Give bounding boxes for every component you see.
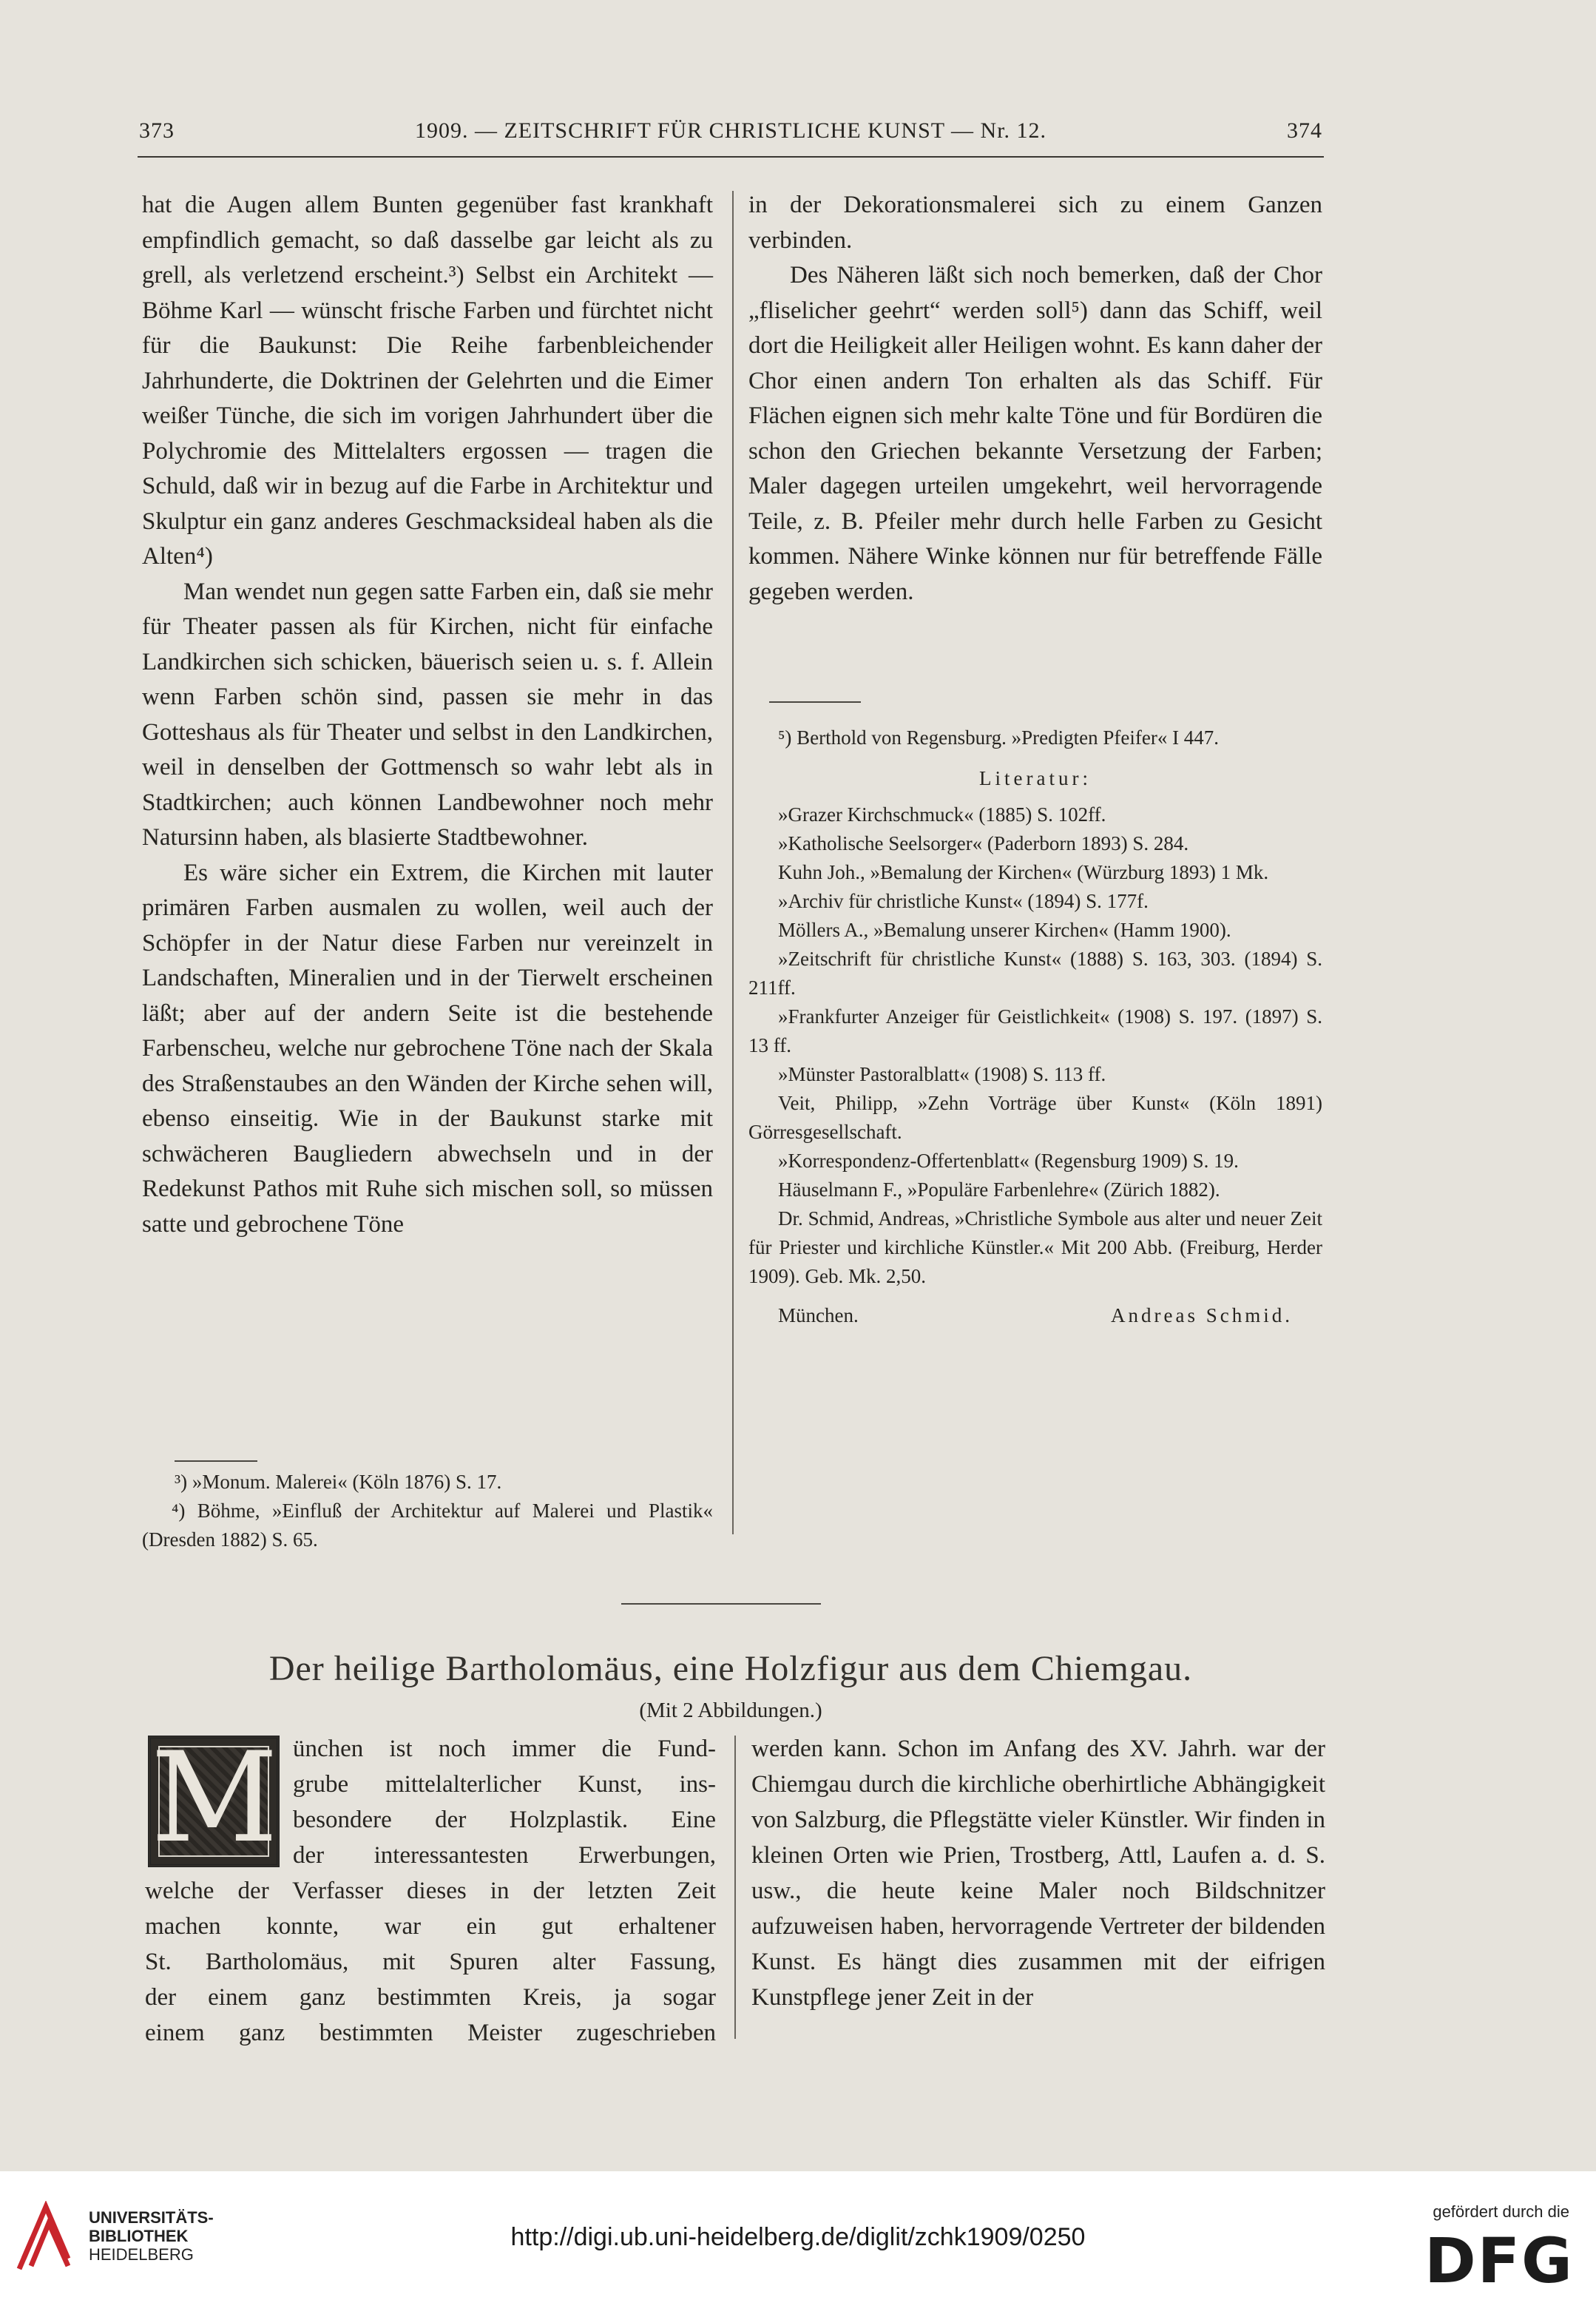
literature-heading: Literatur: [979, 767, 1092, 789]
text-line: welche der Verfasser dieses in der letzten Zeit [145, 1878, 716, 1904]
text-line: besondere der Holzplastik. Eine [293, 1807, 716, 1833]
paragraph: werden kann. Schon im Anfang des XV. Jahrh. war der Chiemgau durch die kirchliche oberhirtliche Abhängigkeit von Salzburg, die Pflegstätte vieler Künstler. Wir finden in kleinen Orten wie Prien, Trostberg, Attl, Laufen a. d. S. usw., die heute keine Maler noch Bildschnitzer aufzuweisen haben, hervorragende Vertreter der bildenden Kunst. Es hängt dies zusammen mit der eifrigen Kunstpflege jener Zeit in der [751, 1736, 1325, 2011]
text-line: St. Bartholomäus, mit Spuren alter Fassung, [145, 1949, 716, 1975]
column-left-top [142, 188, 713, 1242]
initial-letter: M [151, 1725, 279, 1870]
literature-entry: Dr. Schmid, Andreas, »Christliche Symbole aus alter und neuer Zeit für Priester und kirchliche Künstler.« Mit 200 Abb. (Freiburg, Herder 1909). Geb. Mk. 2,50. [748, 1207, 1322, 1287]
decorated-initial [148, 1725, 280, 1870]
column-divider [732, 191, 734, 1534]
text-line: grube mittelalterlicher Kunst, ins- [293, 1771, 716, 1798]
literature-entry: »Korrespondenz-Offertenblatt« (Regensburg 1909) S. 19. [778, 1150, 1239, 1172]
footnote: ⁵) Berthold von Regensburg. »Predigten Pfeifer« I 447. [778, 726, 1220, 749]
library-name-line: BIBLIOTHEK [89, 2227, 189, 2245]
paragraph: in der Dekorationsmalerei sich zu einem Ganzen verbinden. [748, 192, 1322, 254]
paragraph: hat die Augen allem Bunten gegenüber fast krankhaft empfindlich gemacht, so daß dasselbe gar leicht als zu grell, als verletzend erscheint.³) Selbst ein Architekt — Böhme Karl — wünscht frische Farben und fürchtet nicht für die Baukunst: Die Reihe farbenbleichender Jahrhunderte, die Doktrinen der Gelehrten und die Eimer weißer Tünche, die sich im vorigen Jahrhundert über die Polychromie des Mittelalters ergossen — tragen die Schuld, daß wir in bezug auf die Farbe in Architektur und Skulptur ein ganz anderes Geschmacksideal haben als die Alten⁴) [142, 192, 713, 570]
funding-note: gefördert durch die [1433, 2202, 1569, 2221]
library-name-line: HEIDELBERG [89, 2245, 194, 2264]
paragraph: Man wendet nun gegen satte Farben ein, daß sie mehr für Theater passen als für Kirchen, nicht für einfache Landkirchen sich schicken, bäuerisch seien u. s. f. Allein wenn Farben schön sind, passen sie mehr in das Gotteshaus als für Theater und selbst in den Landkirchen, weil in denselben der Gottmensch so wahr lebt als in Stadtkirchen; auch können Landbewohner noch mehr Natursinn haben, als blasierte Stadtbewohner. [142, 578, 713, 851]
literature-entry: Häuselmann F., »Populäre Farbenlehre« (Zürich 1882). [778, 1178, 1220, 1201]
literature-entry: »Frankfurter Anzeiger für Geistlichkeit« (1908) S. 197. (1897) S. 13 ff. [748, 1005, 1322, 1056]
footnote: ⁴) Böhme, »Einfluß der Architektur auf Malerei und Plastik« (Dresden 1882) S. 65. [142, 1500, 713, 1551]
footnotes-left [175, 1468, 713, 1497]
digitization-footer [0, 2171, 1596, 2300]
literature-entry: Möllers A., »Bemalung unserer Kirchen« (Hamm 1900). [778, 919, 1231, 941]
text-line: einem ganz bestimmten Meister zugeschrieben [145, 2020, 716, 2046]
paragraph: Des Näheren läßt sich noch bemerken, daß der Chor „fliselicher geehrt“ werden soll⁵) dann das Schiff, weil dort die Heiligkeit aller Heiligen wohnt. Es kann daher der Chor einen andern Ton erhalten als das Schiff. Für Flächen eignen sich mehr kalte Töne und für Bordüren die schon den Griechen bekannte Versetzung der Farben; Maler dagegen urteilen umgekehrt, weil hervorragende Teile, z. B. Pfeiler mehr durch helle Farben zu Gesicht kommen. Nähere Winke können nur für betreffende Fälle gegeben werden. [748, 262, 1322, 605]
journal-title: 1909. — ZEITSCHRIFT FÜR CHRISTLICHE KUNST — Nr. 12. [414, 118, 1047, 143]
signature-line [748, 1301, 1322, 1330]
signature-place: München. [778, 1304, 859, 1326]
footnote-rule [769, 701, 861, 703]
section-rule [621, 1603, 821, 1605]
page-number-left: 373 [139, 118, 175, 143]
footnote: ³) »Monum. Malerei« (Köln 1876) S. 17. [175, 1471, 502, 1493]
footnote-rule [175, 1460, 257, 1462]
literature-entry: »Katholische Seelsorger« (Paderborn 1893) S. 284. [778, 832, 1189, 854]
dfg-logo: DFG [1424, 2225, 1574, 2297]
source-url-link[interactable]: http://digi.ub.uni-heidelberg.de/diglit/zchk1909/0250 [510, 2223, 1086, 2251]
paragraph: Es wäre sicher ein Extrem, die Kirchen mit lauter primären Farben ausmalen zu wollen, weil auch der Schöpfer in der Natur diese Farben nur vereinzelt in Landschaften, Mineralien und in der Tierwelt erscheinen läßt; aber auf der andern Seite ist die bestehende Farbenscheu, welche nur gebrochene Töne nach der Skala des Straßenstaubes an den Wänden der Kirche sehen will, ebenso einseitig. Wie in der Baukunst starke mit schwächeren Baugliedern abwechseln und in der Redekunst Pathos mit Ruhe sich mischen soll, so müssen satte und gebrochene Töne [142, 859, 713, 1238]
library-name-line: UNIVERSITÄTS- [89, 2208, 214, 2227]
literature-entry: »Münster Pastoralblatt« (1908) S. 113 ff. [778, 1063, 1106, 1085]
page-number-right: 374 [1287, 118, 1322, 143]
text-line: machen konnte, war ein gut erhaltener [145, 1913, 716, 1940]
footnote-literature-block [748, 724, 1322, 1330]
text-line: der einem ganz bestimmten Kreis, ja sogar [145, 1984, 716, 2011]
text-line: der interessantesten Erwerbungen, [293, 1842, 716, 1869]
literature-entry: »Zeitschrift für christliche Kunst« (1888) S. 163, 303. (1894) S. 211ff. [748, 948, 1322, 999]
literature-entry: Kuhn Joh., »Bemalung der Kirchen« (Würzburg 1893) 1 Mk. [778, 861, 1269, 883]
text-line: ünchen ist noch immer die Fund- [293, 1736, 716, 1762]
article-title: Der heilige Bartholomäus, eine Holzfigur aus dem Chiemgau. [268, 1649, 1193, 1688]
column-right-top [748, 188, 1322, 610]
column-divider [734, 1736, 736, 2039]
literature-entry: »Grazer Kirchschmuck« (1885) S. 102ff. [778, 803, 1106, 826]
literature-entry: »Archiv für christliche Kunst« (1894) S. 177f. [778, 890, 1149, 912]
literature-entry: Veit, Philipp, »Zehn Vorträge über Kunst« (Köln 1891) Görresgesellschaft. [748, 1092, 1322, 1143]
header-rule [138, 156, 1324, 158]
column-right-bottom [751, 1731, 1325, 2015]
footnotes-left-2 [142, 1497, 713, 1554]
running-header [139, 118, 1322, 154]
signature-author: Andreas Schmid. [1111, 1304, 1293, 1326]
article-subtitle: (Mit 2 Abbildungen.) [639, 1699, 822, 1722]
